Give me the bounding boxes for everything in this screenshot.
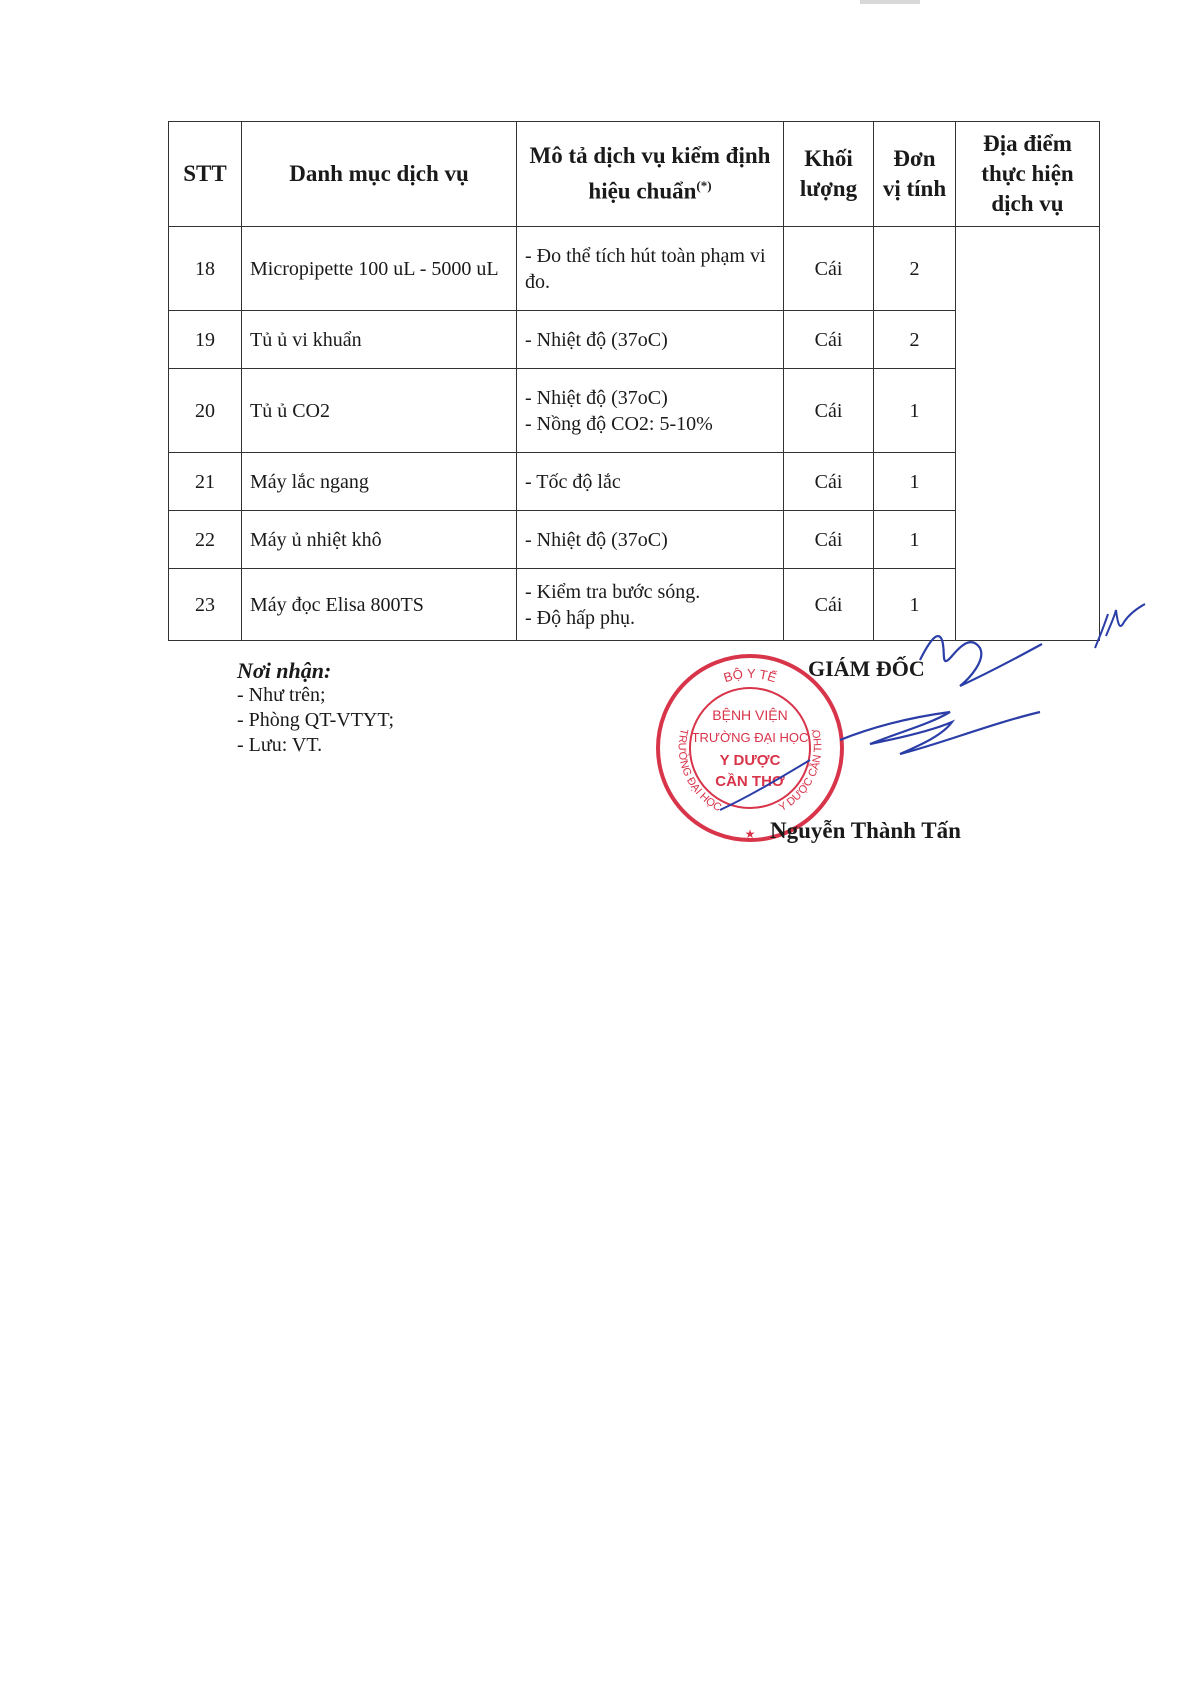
recipient-item: - Phòng QT-VTYT;: [237, 709, 395, 731]
row-stt: 19: [169, 311, 242, 369]
seal-line-4: CẦN THƠ: [715, 773, 785, 790]
seal-ring-right: Y DƯỢC CẦN THƠ: [777, 727, 825, 814]
row-quantity: 1: [874, 569, 956, 641]
header-unit: Khối lượng: [784, 122, 874, 227]
director-title: GIÁM ĐỐC: [808, 656, 925, 681]
row-unit: Cái: [784, 311, 874, 369]
row-unit: Cái: [784, 369, 874, 453]
row-description: - Nhiệt độ (37oC): [517, 311, 784, 369]
footnote-mark: (*): [696, 178, 712, 194]
seal-line-2: TRƯỜNG ĐẠI HỌC: [691, 730, 809, 745]
row-stt: 18: [169, 227, 242, 311]
header-category: Danh mục dịch vụ: [242, 122, 517, 227]
row-category: Máy đọc Elisa 800TS: [242, 569, 517, 641]
seal-line-3: Y DƯỢC: [719, 752, 781, 769]
services-table: [168, 121, 1100, 641]
seal-ring-top: BỘ Y TẾ: [721, 665, 779, 686]
row-description: - Đo thể tích hút toàn phạm vi đo.: [517, 227, 784, 311]
row-category: Máy lắc ngang: [242, 453, 517, 511]
row-description: - Tốc độ lắc: [517, 453, 784, 511]
seal-star-bottom: ★: [744, 827, 756, 841]
scan-mark: [860, 0, 920, 4]
director-signature: [690, 620, 1050, 830]
row-description: - Kiểm tra bước sóng. - Độ hấp phụ.: [517, 569, 784, 641]
row-quantity: 1: [874, 511, 956, 569]
seal-line-1: BỆNH VIỆN: [712, 707, 788, 723]
row-unit: Cái: [784, 227, 874, 311]
row-location: [956, 227, 1100, 641]
row-unit: Cái: [784, 569, 874, 641]
recipients-title: Nơi nhận:: [237, 658, 332, 683]
header-description: Mô tả dịch vụ kiểm định hiệu chuẩn(*): [517, 122, 784, 227]
header-location: Địa điểm thực hiện dịch vụ: [956, 122, 1100, 227]
director-name: Nguyễn Thành Tấn: [770, 818, 961, 843]
recipient-item: - Như trên;: [237, 684, 326, 706]
seal-ring-left: TRƯỜNG ĐẠI HỌC: [675, 727, 724, 815]
row-quantity: 1: [874, 369, 956, 453]
row-unit: Cái: [784, 511, 874, 569]
initials-signature: [1090, 596, 1150, 656]
row-stt: 21: [169, 453, 242, 511]
row-quantity: 1: [874, 453, 956, 511]
table-header-row: [169, 122, 1100, 227]
recipient-item: - Lưu: VT.: [237, 734, 323, 756]
row-category: Micropipette 100 uL - 5000 uL: [242, 227, 517, 311]
row-category: Tủ ủ vi khuẩn: [242, 311, 517, 369]
row-stt: 20: [169, 369, 242, 453]
header-stt: STT: [169, 122, 242, 227]
row-stt: 23: [169, 569, 242, 641]
header-quantity: Đơn vị tính: [874, 122, 956, 227]
table-row: [169, 227, 1100, 311]
row-unit: Cái: [784, 453, 874, 511]
row-category: Tủ ủ CO2: [242, 369, 517, 453]
row-category: Máy ủ nhiệt khô: [242, 511, 517, 569]
recipients-block: [237, 658, 394, 758]
row-stt: 22: [169, 511, 242, 569]
row-description: - Nhiệt độ (37oC): [517, 511, 784, 569]
row-quantity: 2: [874, 227, 956, 311]
row-description: - Nhiệt độ (37oC) - Nồng độ CO2: 5-10%: [517, 369, 784, 453]
row-quantity: 2: [874, 311, 956, 369]
